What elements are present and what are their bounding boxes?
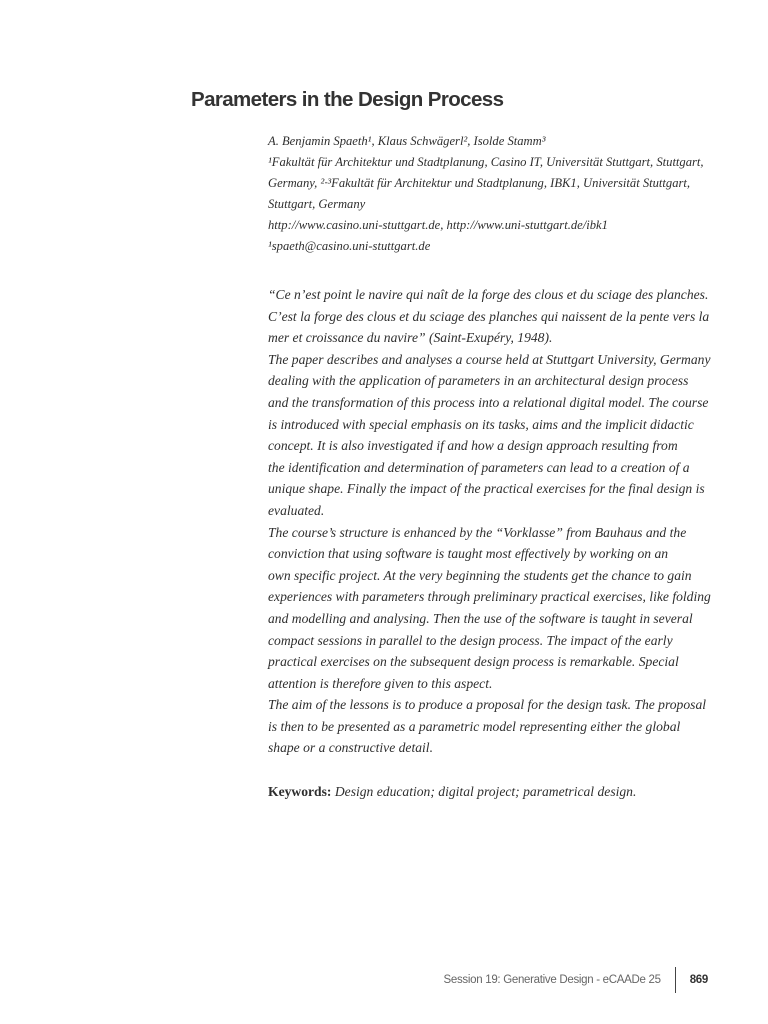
abstract-line: “Ce n’est point le navire qui naît de la forge des clous et du sciage des planches. (268, 287, 709, 302)
affiliation-line-3: Stuttgart, Germany (268, 197, 366, 211)
abstract-line: the identification and determination of parameters can lead to a creation of a (268, 459, 690, 475)
abstract-line: The aim of the lessons is to produce a proposal for the design task. The proposal (268, 697, 707, 713)
abstract-line: compact sessions in parallel to the design process. The impact of the early (268, 632, 673, 648)
abstract-line: concept. It is also investigated if and how a design approach resulting from (268, 438, 678, 454)
abstract-line: and modelling and analysing. Then the use of the software is taught in several (268, 610, 693, 626)
keywords-label: Keywords: (268, 784, 332, 799)
abstract-line: dealing with the application of parameters in an architectural design process (268, 373, 689, 389)
keywords-text: Design education; digital project; parametrical design. (334, 784, 637, 799)
abstract-line: C’est la forge des clous et du sciage des planches qui naissent de la pente vers la (268, 308, 710, 324)
abstract-line: is introduced with special emphasis on its tasks, aims and the implicit didactic (268, 416, 694, 432)
page-number: 869 (689, 974, 708, 986)
abstract-line: own specific project. At the very beginning the students get the chance to gain (268, 567, 692, 583)
author-email: ¹spaeth@casino.uni-stuttgart.de (268, 239, 431, 253)
abstract-line: evaluated. (268, 502, 325, 518)
affiliation-line-2: Germany, ²·³Fakultät für Architektur und Stadtplanung, IBK1, Universität Stuttgart, (268, 176, 691, 190)
affiliation-line-1: ¹Fakultät für Architektur und Stadtplanung, Casino IT, Universität Stuttgart, Stuttgart, (268, 155, 704, 169)
abstract-line: experiences with parameters through preliminary practical exercises, like folding (268, 589, 711, 605)
session-label: Session 19: Generative Design - eCAADe 25 (443, 974, 661, 986)
author-urls: http://www.casino.uni-stuttgart.de, http://www.uni-stuttgart.de/ibk1 (268, 218, 608, 232)
paper-title: Parameters in the Design Process (191, 88, 504, 111)
abstract-line: is then to be presented as a parametric model representing either the global (268, 718, 681, 734)
author-block (268, 131, 718, 257)
abstract-line: The paper describes and analyses a course held at Stuttgart University, Germany (268, 351, 711, 367)
footer-divider (675, 967, 676, 993)
abstract-line: conviction that using software is taught most effectively by working on an (268, 546, 669, 562)
abstract-line: unique shape. Finally the impact of the practical exercises for the final design is (268, 481, 705, 497)
abstract-line: practical exercises on the subsequent design process is remarkable. Special (268, 654, 679, 670)
abstract (268, 284, 718, 759)
author-names: A. Benjamin Spaeth¹, Klaus Schwägerl², Isolde Stamm³ (268, 134, 546, 148)
page-footer (444, 970, 708, 990)
keywords (268, 781, 718, 802)
abstract-line: shape or a constructive detail. (268, 740, 433, 756)
abstract-line: and the transformation of this process into a relational digital model. The course (268, 394, 709, 410)
abstract-line: attention is therefore given to this aspect. (268, 675, 493, 691)
abstract-line: mer et croissance du navire” (Saint-Exupéry, 1948). (268, 330, 553, 346)
abstract-line: The course’s structure is enhanced by the “Vorklasse” from Bauhaus and the (268, 524, 687, 540)
